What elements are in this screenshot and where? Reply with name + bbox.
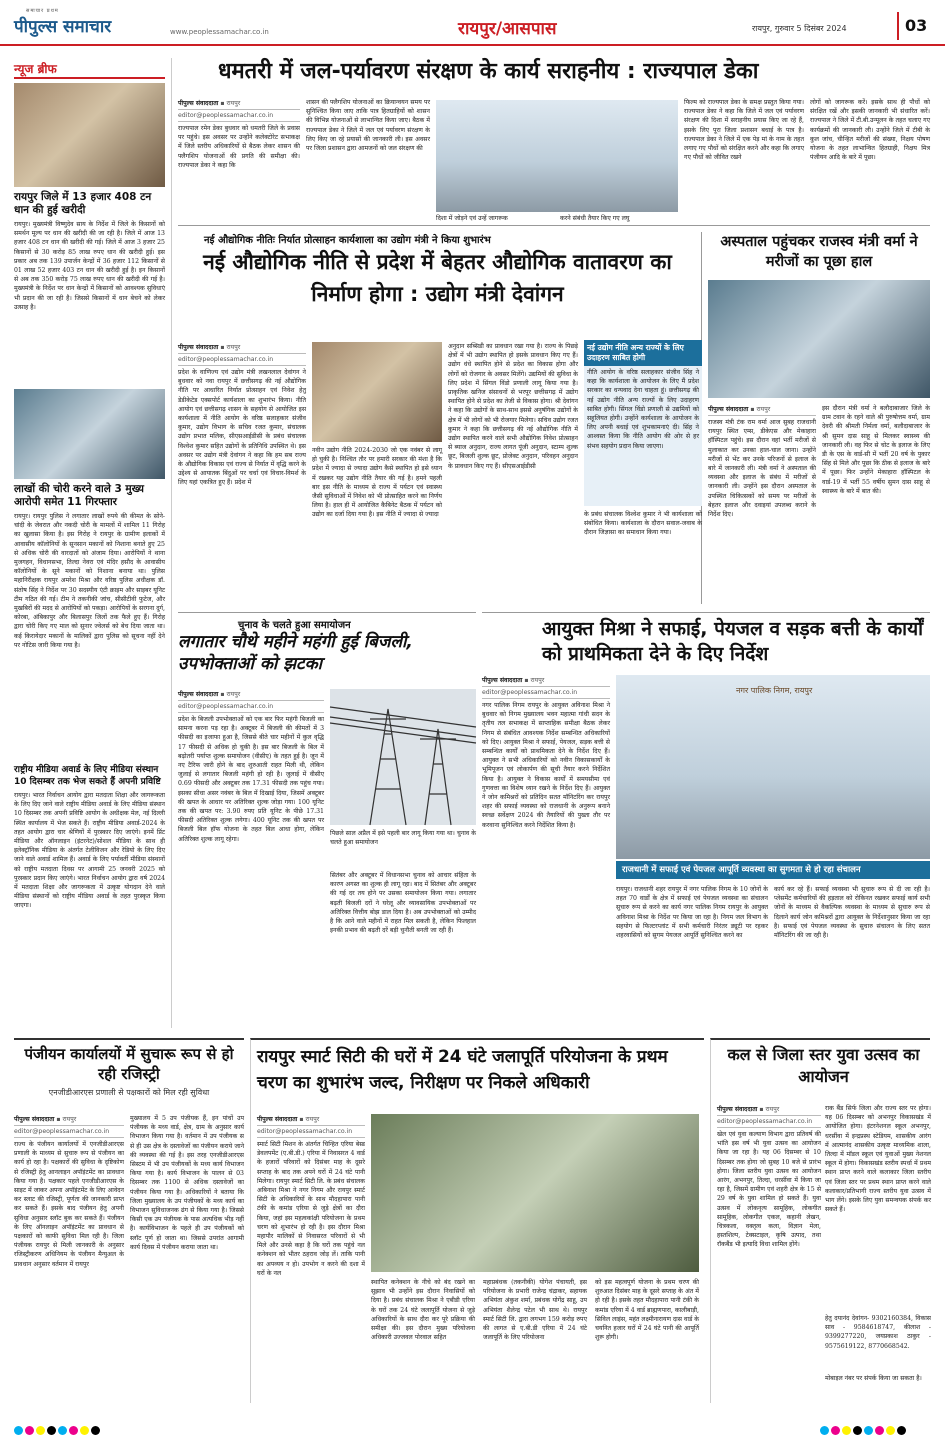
power-col1: प्रदेश के बिजली उपभोक्ताओं को एक बार फिर महंगी बिजली का सामना करना पड़ रहा है। अक्टूबर में बिजली की कीमतों में 3 फीसदी का इजाफा हुआ है, जिससे बीते चार महीनों में कुल वृद्धि 17 फीसदी से अधिक हो चुकी है। इस बार बिजली के बिल में बढ़ोतरी पर्याप्त शुल्क समायोजन (वीसीए) के तहत हुई है। जून में नए टैरिफ जारी होने के बाद शुरुआती राहत मिली थी, लेकिन जुलाई से लगातार बिजली महंगी हो रही है। जुलाई में वीसीए 0.69 फीसदी और अक्टूबर तक 17.31 फीसदी तक पहुंच गया। इसका सीधा असर नवंबर के बिल में दिखाई दिया, जिसमें अक्टूबर की खपत के आधार पर अतिरिक्त शुल्क जोड़ा गया। 100 यूनिट तक की खपत पर: 3.90 रुपए प्रति यूनिट के पीछे 17.31 फीसदी अतिरिक्त शुल्क लगेगा। 400 यूनिट तक की खपत पर बिजली बिल हॉफ योजना के तहत बिल आधा होगा, लेकिन अतिरिक्त शुल्क लागू रहेगा।	[178, 716, 324, 843]
industry-sidebar-body: नीति आयोग के वरिष्ठ सलाहकार संजीव सिंह ने कहा कि कार्यशाला के आयोजन के लिए मैं प्रदेश सरकार का धन्यवाद देना चाहता हूं। छत्तीसगढ़ की नई उद्योग नीति अन्य राज्यों के लिए उदाहरण साबित होगी। सिंगल विंडो प्रणाली से उद्यमियों को सहूलियत होगी। उन्होंने कार्यशाला के आयोजन के लिए अपनी बधाई एवं शुभकामनाएं दी। सिंह ने आश्वस्त किया कि नीति आयोग की ओर से हर संभव सहयोग प्रदान किया जाएगा।	[584, 366, 702, 506]
brief-body-media-award: रायपुर। भारत निर्वाचन आयोग द्वारा मतदाता शिक्षा और जागरूकता के लिए दिए जाने वाले राष्ट्रीय मीडिया अवार्ड के लिए मीडिया संस्थान 10 दिसम्बर तक अपनी प्रविष्टि आयोग के अधीक्षक मेल, नई दिल्ली स्थित कार्यालय में भेज सकते हैं। राष्ट्रीय मीडिया अवार्ड-2024 के तहत आयोग द्वारा चार श्रेणियों में पुरस्कार दिए जाएंगे। इनमें प्रिंट मीडिया और ऑनलाइन (इंटरनेट)/सोशल मीडिया के साथ ही इलेक्ट्रॉनिक मीडिया के अंतर्गत टेलीविजन और रेडियो के लिए दिए जाने वाले अवार्ड शामिल हैं। अवार्ड के लिए पर्यावर्ती मीडिया संस्थानों को राष्ट्रीय मतदाता दिवस पर आगामी 25 जनवरी 2025 को पुरस्कार प्रदान किए जाएंगे। भारत निर्वाचन आयोग द्वारा वर्ष 2024 में मतदाता शिक्षा और जागरूकता में उत्कृष्ट योगदान देने वाले मीडिया संस्थानों को राष्ट्रीय मीडिया अवार्ड के तहत पुरस्कृत किया जाएगा।	[14, 792, 165, 910]
byline: पीपुल्स संवाददाता	[14, 1116, 55, 1123]
power-col2: सितंबर और अक्टूबर में विधानसभा चुनाव को आचार संहिता के कारण अगस्त का शुल्क ही लागू रहा। बाद में सितंबर और अक्टूबर की गई दर तय होने पर उसका समायोजन किया गया। लगातार बढ़ती बिजली दरों ने घरेलू और व्यावसायिक उपभोक्ताओं पर अतिरिक्त वित्तीय बोझ डाल दिया है। अब उपभोक्ताओं को उम्मीद है कि आने वाले महीनों में राहत मिल सकती है, लेकिन फिलहाल इनकी प्रभाव की बढ़ती दरें बड़ी चुनौती बनती जा रही हैं।	[330, 872, 476, 935]
color-dots-left	[14, 1420, 102, 1430]
governor-photo-caption-b: करने संबंधी तैयार किए गए लघु	[560, 215, 630, 222]
governor-col3: फिल्म को राज्यपाल डेका के समक्ष प्रस्तुत किया गया। राज्यपाल डेका ने कहा कि जिले में जल एवं पर्यावरण संरक्षण की दिशा में सराहनीय प्रयास किए जा रहे हैं, इसके लिए पूरा जिला प्रशासन बधाई के पात्र है। राज्यपाल डेका ने जिले में एक पेड़ मां के नाम के तहत लगाए गए पौधों को संरक्षित करने और कहा कि लगाए गए पौधों को जीवित रखने	[684, 99, 804, 162]
brief-headline-paddy: रायपुर जिले में 13 हजार 408 टन धान की हुई खरीदी	[14, 191, 152, 216]
hospital-col2: इस दौरान मंत्री वर्मा ने बलौदाबाजार जिले के ग्राम टवान के रहने वाले श्री पुरुषोत्तम वर्मा, ग्राम देवरी की श्रीमती निर्मला वर्मा, बलौदाबाजार के श्री सुमन दास साहू से मिलकर स्वास्थ्य की जानकारी ली। वह फिर से चोट के इलाज के लिए डी के एस के वार्ड-सी में भर्ती 20 वर्ष के पुकार सिंह से मिले और पूछा कि ठीक से इलाज के बारे में पूछा। फिर उन्होंने मेकाहारा हॉस्पिटल के वार्ड-19 में भर्ती 55 वर्षीय सुमन दास साहू से स्वास्थ्य के बारे में बात की।	[822, 405, 930, 495]
editor-email: editor@peoplessamachar.co.in	[178, 356, 306, 366]
byline: पीपुल्स संवाददाता	[178, 344, 219, 351]
commissioner-story: आयुक्त मिश्रा ने सफाई, पेयजल व सड़क बत्ती के कार्यों को प्राथमिकता देने के दिए निर्देश पीपुल्स संवाददाता ▪ रायपुर editor@peoplessamachar.co.in नगर पालिक निगम रायपुर के आयुक्त अविनाश मिश्रा ने बुधवार को निगम मुख्यालय भवन महात्मा गांधी सदन के तृतीय तल सभाकक्ष में साप्ताहिक समीक्षा बैठक लेकर निगम से संबंधित आवश्यक निर्देश सम्बन्धित अधिकारियों को दिए। आयुक्त मिश्रा ने सफाई, पेयजल, सड़क बत्ती से सम्बन्धित कार्यों को प्राथमिकता देने के निर्देश दिए हैं। आयुक्त ने सभी अधिकारियों को नवीन विकासकार्यों के भूमिपूजन एवं लोकार्पण की सूची तैयार करने निर्देशित किया है। आयुक्त ने विकास कार्यों में समयसीमा एवं गुणवत्ता का विशेष ध्यान रखने के निर्देश दिए हैं। आयुक्त ने जोन कमिश्नरों को प्रतिदिन सतत मॉनिटरिंग कर रायपुर शहर की सफाई व्यवस्था को राजधानी के अनुरूप बनाने स्वच्छ सर्वेक्षण 2024 की तैयारियों की पुख्ता तौर पर करवाना सुनिश्चित करने निर्देशित किया है। नगर पालिक निगम, रायपुर राजधानी में सफाई एवं पेयजल आपूर्ति व्यवस्था का सुगमता से हो रहा संचालन रायपुर। राजधानी शहर रायपुर में नगर पालिक निगम के 10 जोनों के तहत 70 वार्डों के क्षेत्र में सफाई एवं पेयजल व्यवस्था का संचालन सुचारु रूप से करने का कार्य नगर पालिक निगम रायपुर के आयुक्त अविनाश मिश्रा के निर्देश पर किया जा रहा है। निगम जल विभाग के सहयोग से फिल्टरप्लांट में सभी कर्मचारी निरंतर ड्यूटी पर रहकर शहरवासियों को सुगम पेयजल आपूर्ति सुनिश्चित करने का कार्य कर रहे हैं। सफाई व्यवस्था भी सुचारु रूप से दी जा रही है। प्लेसमेंट कर्मचारियों की हड़ताल को रोकिनत रखकर सफाई कार्य सभी जोनों के माध्यम से वैकल्पिक व्यवस्था के माध्यम से सुचारु रूप से दिलाने कार्य जोन कमिश्नरों द्वारा आयुक्त के निर्देशानुसार किया जा रहा है। सफाई एवं पेयजल व्यवस्था के सुचारु संचालन के लिए सतत मॉनिटरिंग की जा रही है।	[482, 612, 930, 1032]
commissioner-col2: रायपुर। राजधानी शहर रायपुर में नगर पालिक निगम के 10 जोनों के तहत 70 वार्डों के क्षेत्र में सफाई एवं पेयजल व्यवस्था का संचालन सुचारु रूप से करने का कार्य नगर पालिक निगम रायपुर के आयुक्त अविनाश मिश्रा के निर्देश पर किया जा रहा है। निगम जल विभाग के सहयोग से फिल्टरप्लांट में सभी कर्मचारी निरंतर ड्यूटी पर रहकर शहरवासियों को सुगम पेयजल आपूर्ति सुनिश्चित करने का	[616, 886, 768, 940]
byline: पीपुल्स संवाददाता	[257, 1116, 298, 1123]
youth-contacts: हेतु दयानंद देवांगन- 9302160384, विकास साव - 9584618747, कीलाश - 9399277220, जयप्रकाश ठाकुर - 9575619122, 8770668542.	[825, 1315, 931, 1350]
registry-kicker: एनजीडीआरएस प्रणाली से पक्षकारों को मिल रही सुविधा	[48, 1088, 210, 1097]
smartcity-col2: स्थापित कनेक्शन के नीचे को बंद रखने का सुझाव भी उन्होंने इस दौरान निवासियों को दिया है। प्रबंध संचालक मिश्रा ने एबीडी एरिया के घरों तक 24 घंटे जलापूर्ति योजना से जुड़े अधिकारियों के साथ दौरा कर पूरे प्रक्रिया की समीक्षा की। इस दौरान मुख्य परियोजना अधिकारी उज्जवल पोरवाल सहित	[371, 1279, 475, 1342]
byline: पीपुल्स संवाददाता	[708, 406, 749, 413]
governor-headline: धमतरी में जल-पर्यावरण संरक्षण के कार्य सराहनीय : राज्यपाल डेका	[218, 59, 759, 84]
hospital-headline: अस्पताल पहुंचकर राजस्व मंत्री वर्मा ने मरीजों का पूछा हाल	[720, 234, 918, 270]
registry-col2: मुख्यालय में 5 उप पंजीयक हैं, इन पांचों उप पंजीयक के मध्य वार्ड, क्षेत्र, ग्राम के अनुसार कार्य विभाजन किया गया है। वर्तमान में उप पंजीयक स से ही उस क्षेत्र के दस्तावेजों का पंजीयन कराये जाने की व्यवस्था की गई है। इस तरह एनजीडीआरएस सिस्टम में भी उप पंजीयकों के मध्य कार्य विभाजन किया गया है। कार्य विभाजन के पालन से 03 दिसम्बर तक 1100 से अधिक दस्तावेजों का पंजीयन किया गया है। अधिकारियों ने बताया कि जिला मुख्यालय के उप पंजीयकों के मध्य कार्य का विभाजन सुविधाजनक ढंग से किया गया है। जिससे किसी एक उप पंजीयक के पास अत्यधिक भीड़ नहीं है। कार्यविभाजन के पहले ही उप पंजीयकों को स्लॉट पूर्ण हो जाता था। जिससे उपरांत आगामी कार्य दिवस में पंजीयन कराया जाता था।	[130, 1115, 244, 1251]
page-number-box	[897, 12, 928, 40]
byline: पीपुल्स संवाददाता	[178, 691, 219, 698]
page-number: 03	[905, 16, 928, 35]
brief-body-theft: रायपुर। रायपुर पुलिस ने लगातार लाखों रुपये की कीमत के सोने-चांदी के जेवरात और नकदी चोरी के मामलों में शामिल 11 गिरोह का खुलासा किया है। इस गिरोह ने रायपुर के ग्रामीण इलाकों में आवासीय कॉलोनियों के सूनसान मकानों को निशाना बनाते हुए 25 से अधिक चोरी की वारदातों को अंजाम दिया। आरोपियों ने थाना मुजगहन, विधानसभा, तिल्दा नेवरा एवं मंदिर हसौद के आवासीय कॉलोनियों के सूने मकानों को निशाना बनाया था। पुलिस महानिरीक्षक रायपुर अमरेश मिश्रा और वरिष्ठ पुलिस अधीक्षक डॉ. संतोष सिंह ने निर्देश पर 30 सदस्यीय एंटी क्राइम और साइबर यूनिट टीम गठित की गई। टीम ने तकनीकी जांच, सीसीटीवी फुटेज, और मुखबिरों की मदद से आरोपियों को पकड़ा। आरोपियों के सरगना दुर्ग, कोरबा, अंबिकापुर और बिलासपुर जिलों तक फैले हुए हैं। गिरोह द्वारा चोरी किए गए माल को सुनार ज्वेलर्स को बेच दिया जाता था। कई किरायेदार मकानों के मालिकों द्वारा पुलिस को सूचना नहीं देने पर नोटिस जारी किया गया है।	[14, 513, 165, 649]
paddy-procurement-photo	[14, 83, 165, 187]
industry-col4b: के प्रबंध संचालक विश्वेश कुमार ने भी कार्यशाला को संबोधित किया। कार्यशाला के दौरान सवाल-जवाब के दौरान जिज्ञासा का समाधान किया गया।	[584, 511, 702, 537]
hospital-visit-photo	[708, 280, 930, 398]
hospital-col1: राजस्व मंत्री टंक राम वर्मा आज सुबह राजधानी रायपुर स्थित एम्स, डीकेएस और मेकाहारा हॉस्पिटल पहुंचे। इस दौरान वहां भर्ती मरीजों से मुलाकात कर उनका हाल-चाल जाना। उन्होंने मरीजों से भेंट कर उनके परिजनों से इलाज के बारे में जानकारी ली। मंत्री वर्मा ने अस्पताल की व्यवस्था और इलाज के संबंध में मरीजों से जानकारी ली। उन्होंने इस दौरान अस्पताल के उपस्थित चिकित्सकों को समय पर मरीजों के बेहतर इलाज और दवाइयां उपलब्ध कराने के निर्देश दिए।	[708, 419, 816, 519]
industry-kicker: नई औद्योगिक नीतिः निर्यात प्रोत्साहन कार्यशाला का उद्योग मंत्री ने किया शुभारंभ	[204, 235, 491, 246]
issue-date: रायपुर, गुरुवार 5 दिसंबर 2024	[752, 24, 847, 33]
industry-col3: अनुदान सब्सिडी का प्रावधान रखा गया है। राज्य के पिछड़े क्षेत्रों में भी उद्योग स्थापित हो इसके प्रावधान किए गए हैं। उद्योग धंधे स्थापित होने से प्रदेश का विकास होगा और लोगों को रोजगार के अवसर मिलेंगे। उद्यमियों की सुविधा के लिए प्रदेश में सिंगल विंडो प्रणाली लागू किया गया है। प्राकृतिक खनिज संसाधनों से भरपूर छत्तीसगढ़ में उद्योग स्थापित होने से प्रदेश का तेजी से विकास होगा। श्री देवांगन ने कहा कि उद्योगों के साथ-साथ इससे अनुषंगिक उद्योगों के क्षेत्र में भी लोगों को भी रोजगार मिलेगा। सचिव उद्योग रजत कुमार ने कहा कि छत्तीसगढ़ की नई औद्योगिक नीति में उद्योग स्थापित करने वाले सभी औद्योगिक निवेश प्रोत्साहन से ब्याज अनुदान, राज्य लागत पूंजी अनुदान, स्टाम्प शुल्क छूट, बिजली शुल्क छूट, प्रोजेक्ट अनुदान, परिवहन अनुदान के प्रावधान किए गए हैं। सीएसआईडीसी	[448, 343, 578, 470]
industry-story: नई औद्योगिक नीतिः निर्यात प्रोत्साहन कार्यशाला का उद्योग मंत्री ने किया शुभारंभ नई औद्योगिक नीति से प्रदेश में बेहतर औद्योगिक वातावरण का निर्माण होगा : उद्योग मंत्री देवांगन पीपुल्स संवाददाता ▪ रायपुर editor@peoplessamachar.co.in प्रदेश के वाणिज्य एवं उद्योग मंत्री लखनलाल देवांगन ने बुधवार को नवा रायपुर में छत्तीसगढ़ की नई औद्योगिक नीति पर आधारित निर्यात प्रोत्साहन एवं निवेश हेतु डेडीकेटेड एक्सपोर्ट कार्यशाला का शुभारंभ किया। नीति आयोग एवं छत्तीसगढ़ शासन के सहयोग से आयोजित इस कार्यशाला में नीति आयोग के वरिष्ठ सलाहकार संजीव कुमार, उद्योग विभाग के सचिव रजत कुमार, संचालक उद्योग प्रभात मलिक, सीएसआईडीसी के प्रबंध संचालक विश्वेश कुमार सहित उद्योगों के प्रतिनिधि उपस्थित थे। इस अवसर पर उद्योग मंत्री देवांगन ने कहा कि हम सब राज्य के औद्योगिक विकास एवं राज्य से निर्यात में वृद्धि करने के उद्देश्य से आयातक बिंदुओं पर चर्चा एवं विचार-विमर्श के लिए यहां एकत्रित हुए हैं। प्रदेश में नवीन उद्योग नीति 2024-2030 जो एक नवंबर से लागू हो चुकी है। निश्चित तौर पर हमारी सरकार की मंशा है कि प्रदेश में ज्यादा से ज्यादा उद्योग कैसे स्थापित हो इसे ध्यान में रखकर यह उद्योग नीति तैयार की गई है। हमने पहली बार इस नीति के माध्यम से राज्य में पर्यटन एवं स्वास्थ्य जैसी सुविधाओं में निवेश को भी प्रोत्साहित करने का निर्णय लिया है। हाल ही में आयोजित कैबिनेट बैठक में पर्यटन को उद्योग का दर्जा दिया गया है। इस नीति में ज्यादा से ज्यादा अनुदान सब्सिडी का प्रावधान रखा गया है। राज्य के पिछड़े क्षेत्रों में भी उद्योग स्थापित हो इसके प्रावधान किए गए हैं। उद्योग धंधे स्थापित होने से प्रदेश का विकास होगा और लोगों को रोजगार के अवसर मिलेंगे। उद्यमियों की सुविधा के लिए प्रदेश में सिंगल विंडो प्रणाली लागू किया गया है। प्राकृतिक खनिज संसाधनों से भरपूर छत्तीसगढ़ में उद्योग स्थापित होने से प्रदेश का तेजी से विकास होगा। श्री देवांगन ने कहा कि उद्योगों के साथ-साथ इससे अनुषंगिक उद्योगों के क्षेत्र में भी लोगों को भी रोजगार मिलेगा। सचिव उद्योग रजत कुमार ने कहा कि छत्तीसगढ़ की नई औद्योगिक नीति में उद्योग स्थापित करने वाले सभी औद्योगिक निवेश प्रोत्साहन से ब्याज अनुदान, राज्य लागत पूंजी अनुदान, स्टाम्प शुल्क छूट, बिजली शुल्क छूट, प्रोजेक्ट अनुदान, परिवहन अनुदान के प्रावधान किए गए हैं। सीएसआईडीसी नई उद्योग नीति अन्य राज्यों के लिए उदाहरण साबित होगी नीति आयोग के वरिष्ठ सलाहकार संजीव सिंह ने कहा कि कार्यशाला के आयोजन के लिए मैं प्रदेश सरकार का धन्यवाद देना चाहता हूं। छत्तीसगढ़ की नई उद्योग नीति अन्य राज्यों के लिए उदाहरण साबित होगी। सिंगल विंडो प्रणाली से उद्यमियों को सहूलियत होगी। उन्होंने कार्यशाला के आयोजन के लिए अपनी बधाई एवं शुभकामनाएं दी। सिंह ने आश्वस्त किया कि नीति आयोग की ओर से हर संभव सहयोग प्रदान किया जाएगा। के प्रबंध संचालक विश्वेश कुमार ने भी कार्यशाला को संबोधित किया। कार्यशाला के दौरान सवाल-जवाब के दौरान जिज्ञासा का समाधान किया गया।	[178, 232, 702, 604]
youth-contacts-tail: मोबाइल नंबर पर संपर्क किया जा सकता है।	[825, 1375, 922, 1382]
byline-city: रायपुर	[226, 344, 241, 351]
masthead-logo: समाचार प्रथम पीपुल्स समाचार	[14, 8, 112, 37]
commissioner-headline: आयुक्त मिश्रा ने सफाई, पेयजल व सड़क बत्ती के कार्यों को प्राथमिकता देने के दिए निर्देश	[542, 618, 924, 665]
youth-headline: कल से जिला स्तर युवा उत्सव का आयोजन	[727, 1045, 920, 1086]
byline: पीपुल्स संवाददाता	[178, 100, 219, 107]
youth-story: कल से जिला स्तर युवा उत्सव का आयोजन पीपुल्स संवाददाता ▪ रायपुर editor@peoplessamachar.co.in खेल एवं युवा कल्याण विभाग द्वारा प्रतिवर्ष की भांति इस वर्ष भी युवा उत्सव का आयोजन किया जा रहा है। यह 06 दिसम्बर से 10 दिसम्बर तक होगा जो सुबह 10 बजे से प्रारंभ होगा। जिला स्तरीय युवा उत्सव का आयोजन आरंग, अभनपुर, तिल्दा, धरसींवा में किया जा रहा है, जिसमें ग्रामीण एवं शहरी क्षेत्र के 15 से 29 वर्ष के युवा शामिल हो सकते हैं। युवा उत्सव में लोकनृत्य सामूहिक, लोकगीत सामूहिक, लोकगीत एकल, कहानी लेखन, चित्रकला, वक्तृत्व कला, विज्ञान मेला, हस्तशिल्प, टेक्सटाइल, कृषि उत्पाद, तथा रॉकबैंड भी इत्यादि विधा शामिल होंगे। राक बैंड सिर्फ जिला और राज्य स्तर पर होगा। यह 06 दिसम्बर को अभनपुर विकासखंड में आयोजित होगा। इंटरनेशनल स्कूल अभनपुर, धरसींवा में इन्द्रप्रस्थ स्टेडियम, शासकीय आरंग में आत्मानंद शासकीय उत्कृष्ट माध्यमिक शाला, तिल्दा में मॉडल स्कूल एवं युवाओं मुख्य नेशनल स्कूल में होगा। विकासखंड स्तरीय स्पर्धा में प्रथम स्थान प्राप्त करने वाले कलाकार जिला स्तरीय एवं जिला स्तर पर प्रथम स्थान प्राप्त करने वाले कलाकार/प्रतिभागी राज्य स्तरीय युवा उत्सव में भाग लेंगे। इसके लिए युवा समन्वयक संपर्क कर सकते हैं। हेतु दयानंद देवांगन- 9302160384, विकास साव - 9584618747, कीलाश - 9399277220, जयप्रकाश ठाकुर - 9575619122, 8770668542. मोबाइल नंबर पर संपर्क किया जा सकता है।	[710, 1038, 930, 1403]
editor-email: editor@peoplessamachar.co.in	[14, 1128, 124, 1138]
youth-col1: खेल एवं युवा कल्याण विभाग द्वारा प्रतिवर्ष की भांति इस वर्ष भी युवा उत्सव का आयोजन किया जा रहा है। यह 06 दिसम्बर से 10 दिसम्बर तक होगा जो सुबह 10 बजे से प्रारंभ होगा। जिला स्तरीय युवा उत्सव का आयोजन आरंग, अभनपुर, तिल्दा, धरसींवा में किया जा रहा है, जिसमें ग्रामीण एवं शहरी क्षेत्र के 15 से 29 वर्ष के युवा शामिल हो सकते हैं। युवा उत्सव में लोकनृत्य सामूहिक, लोकगीत सामूहिक, लोकगीत एकल, कहानी लेखन, चित्रकला, वक्तृत्व कला, विज्ञान मेला, हस्तशिल्प, टेक्सटाइल, कृषि उत्पाद, तथा रॉकबैंड भी इत्यादि विधा शामिल होंगे।	[717, 1131, 821, 1249]
smartcity-col3: महाप्रबंधक (तकनीकी) योगेश पंचायती, इस परियोजना के प्रभारी राजेन्द्र चंद्राकर, सहायक अभियंता अंकुश शर्मा, प्रबंधक योगेंद्र साहू, उप अभियंता शैलेन्द्र पटेल भी साथ थे। रायपुर स्मार्ट सिटी लि. द्वारा लगभग 159 करोड़ रुपए की लागत से ए.बी.डी एरिया में 24 घंटे जलापूर्ति के लिए परियोजना	[483, 1279, 587, 1342]
news-brief-column	[14, 58, 172, 1028]
byline: पीपुल्स संवाददाता	[717, 1106, 758, 1113]
smartcity-story: रायपुर स्मार्ट सिटी की घरों में 24 घंटे जलापूर्ति परियोजना के प्रथम चरण का शुभारंभ जल्द, निरीक्षण पर निकले अधिकारी पीपुल्स संवाददाता ▪ रायपुर editor@peoplessamachar.co.in स्मार्ट सिटी मिशन के अंतर्गत चिन्हित एरिया बेस्ड डेवलपमेंट (ए.बी.डी.) एरिया में निवासरत 4 वार्ड के हजारों परिवारों को दिसंबर माह के दूसरे सप्ताह के बाद तक अपने घरों में 24 घंटे पानी मिलेगा। रायपुर स्मार्ट सिटी लि. के प्रबंध संचालक अबिनाश मिश्रा ने नगर निगम और रायपुर स्मार्ट सिटी के अधिकारियों के साथ मौदहापारा पानी टंकी के कमांड एरिया से जुड़े क्षेत्रों का दौरा किया, जहां इस महत्वकांक्षी परियोजना के प्रथम चरण को शुभारंभ हो रही है। इस दौरान मिश्रा महापौर मालिकों से निवासरत परिवारों से भी मिले और उनसे कहा है कि घरों तक पहुंचे नल कनेक्शन को भीतर ठहराव जोड़ लें। ताकि पानी का अपव्यय न हो। उपभोग न करने की दशा में घरों के नल स्थापित कनेक्शन के नीचे को बंद रखने का सुझाव भी उन्होंने इस दौरान निवासियों को दिया है। प्रबंध संचालक मिश्रा ने एबीडी एरिया के घरों तक 24 घंटे जलापूर्ति योजना से जुड़े अधिकारियों के साथ दौरा कर पूरे प्रक्रिया की समीक्षा की। इस दौरान मुख्य परियोजना अधिकारी उज्जवल पोरवाल सहित महाप्रबंधक (तकनीकी) योगेश पंचायती, इस परियोजना के प्रभारी राजेन्द्र चंद्राकर, सहायक अभियंता अंकुश शर्मा, प्रबंधक योगेंद्र साहू, उप अभियंता शैलेन्द्र पटेल भी साथ थे। रायपुर स्मार्ट सिटी लि. द्वारा लगभग 159 करोड़ रुपए की लागत से ए.बी.डी एरिया में 24 घंटे जलापूर्ति के लिए परियोजना को इस महत्वपूर्ण योजना के प्रथम चरण की शुरुआत दिसंबर माह के दूसरे सप्ताह के अंत में हो रही है। इसके तहत मौदहापारा पानी टंकी के कमांड एरिया में 4 वार्ड ब्राह्मणपारा, कालीबाड़ी, सिविल लाइंस, महंत लक्ष्मीनारायण दास वार्ड के चयनित हजार घरों में 24 घंटे पानी की आपूर्ति शुरू होगी।	[250, 1038, 704, 1403]
page-header	[0, 0, 945, 46]
power-photo-caption: पिछले साल अप्रैल में इसे पहली बार लागू किया गया था। चुनाव के चलते हुआ समायोजन	[330, 830, 476, 847]
byline-city: रायपुर	[305, 1116, 320, 1123]
power-tower-photo	[330, 689, 476, 825]
governor-story: धमतरी में जल-पर्यावरण संरक्षण के कार्य सराहनीय : राज्यपाल डेका पीपुल्स संवाददाता ▪ रायपुर editor@peoplessamachar.co.in राज्यपाल रमेन डेका बुधवार को धमतरी जिले के प्रवास पर पहुंचे। इस अवसर पर उन्होंने कलेक्टोरेट सभाकक्ष में जिले स्तरीय अधिकारियों से बैठक लेकर शासन की फ्लैगशिप योजनाओं की प्रगति की समीक्षा की। राज्यपाल डेका ने कहा कि शासन की फ्लैगशिप योजनाओं का क्रियान्वयन समय पर सुनिश्चित किया जाए ताकि पात्र हितग्राहियों को शासन की विभिन्न योजनाओं से लाभान्वित किया जाए। बैठक में राज्यपाल डेका ने जिले में जल एवं पर्यावरण संरक्षण के लिए किए जा रहे प्रयासों की जानकारी ली। इस अवसर पर जिला प्रशासन द्वारा आमजनों को जल संरक्षण की दिशा में जोड़ने एवं उन्हें जागरूक करने संबंधी तैयार किए गए लघु फिल्म को राज्यपाल डेका के समक्ष प्रस्तुत किया गया। राज्यपाल डेका ने कहा कि जिले में जल एवं पर्यावरण संरक्षण की दिशा में सराहनीय प्रयास किए जा रहे हैं, इसके लिए पूरा जिला प्रशासन बधाई के पात्र है। राज्यपाल डेका ने जिले में एक पेड़ मां के नाम के तहत लगाए गए पौधों को संरक्षित करने और कहा कि लगाए गए पौधों को जीवित रखने लोगों को जागरूक करें। इसके साथ ही पौधों को संरक्षित रखें और इसकी जानकारी भी संधारित करें। राज्यपाल ने जिले में टी.बी.उन्मूलन के तहत चलाए गए कार्यक्रमों की जानकारी ली। उन्होंने जिले में टीबी के कुल जांच, चीन्हित मरीजों की संख्या, निक्षय पोषण योजना के तहत लाभान्वित हितग्राही, निक्षय मित्र पंजीयन आदि के बारे में पूछा।	[178, 58, 930, 226]
industry-col1: प्रदेश के वाणिज्य एवं उद्योग मंत्री लखनलाल देवांगन ने बुधवार को नवा रायपुर में छत्तीसगढ़ की नई औद्योगिक नीति पर आधारित निर्यात प्रोत्साहन एवं निवेश हेतु डेडीकेटेड एक्सपोर्ट कार्यशाला का शुभारंभ किया। नीति आयोग एवं छत्तीसगढ़ शासन के सहयोग से आयोजित इस कार्यशाला में नीति आयोग के वरिष्ठ सलाहकार संजीव कुमार, उद्योग विभाग के सचिव रजत कुमार, संचालक उद्योग प्रभात मलिक, सीएसआईडीसी के प्रबंध संचालक विश्वेश कुमार सहित उद्योगों के प्रतिनिधि उपस्थित थे। इस अवसर पर उद्योग मंत्री देवांगन ने कहा कि हम सब राज्य के औद्योगिक विकास एवं राज्य से निर्यात में वृद्धि करने के उद्देश्य से आयातक बिंदुओं पर चर्चा एवं विचार-विमर्श के लिए यहां एकत्रित हुए हैं। प्रदेश में	[178, 369, 306, 487]
industry-headline: नई औद्योगिक नीति से प्रदेश में बेहतर औद्योगिक वातावरण का निर्माण होगा : उद्योग मंत्री देवांगन	[203, 250, 672, 306]
editor-email: editor@peoplessamachar.co.in	[482, 689, 610, 699]
news-brief-label: न्यूज ब्रीफ	[14, 62, 57, 76]
registry-headline: पंजीयन कार्यालयों में सुचारू रूप से हो रही रजिस्ट्री	[24, 1045, 234, 1083]
byline-city: रायपुर	[62, 1116, 77, 1123]
registry-story: पंजीयन कार्यालयों में सुचारू रूप से हो रही रजिस्ट्री एनजीडीआरएस प्रणाली से पक्षकारों को मिल रही सुविधा पीपुल्स संवाददाता ▪ रायपुर editor@peoplessamachar.co.in राज्य के पंजीयन कार्यालयों में एनजीडीआरएस प्रणाली के माध्यम से सुचारु रूप से पंजीयन का कार्य हो रहा है। पक्षकारों की सुविधा के दृष्टिकोण से रजिस्ट्री हेतु आनलाइन अपॉइंटमेंट का प्रावधान किया गया है। पक्षकार पहले एनजीडीआरएस के साइट में जाकर अपना अपॉइंटमेंट के लिए आवेदन कर स्लाट की रजिस्ट्री, पूर्णता की जानकारी प्राप्त कर सकते हैं। इसके बाद पंजीयन हेतु अपनी सुविधा अनुसार स्लॉट बुक कर सकते हैं। पंजीयन के लिए ऑनलाइन अपॉइंटमेंट का प्रावधान से पक्षकारों को काफी सुविधा मिल रही है। जिला पंजीयक रायपुर से मिली जानकारी के अनुसार रजिस्ट्रीकरण अधिनियम के पंजीयन मैन्युअल के प्रावधान अनुसार वर्तमान में रायपुर मुख्यालय में 5 उप पंजीयक हैं, इन पांचों उप पंजीयक के मध्य वार्ड, क्षेत्र, ग्राम के अनुसार कार्य विभाजन किया गया है। वर्तमान में उप पंजीयक स से ही उस क्षेत्र के दस्तावेजों का पंजीयन कराये जाने की व्यवस्था की गई है। इस तरह एनजीडीआरएस सिस्टम में भी उप पंजीयकों के मध्य कार्य विभाजन किया गया है। कार्य विभाजन के पालन से 03 दिसम्बर तक 1100 से अधिक दस्तावेजों का पंजीयन किया गया है। अधिकारियों ने बताया कि जिला मुख्यालय के उप पंजीयकों के मध्य कार्य का विभाजन सुविधाजनक ढंग से किया गया है। जिससे किसी एक उप पंजीयक के पास अत्यधिक भीड़ नहीं है। कार्यविभाजन के पहले ही उप पंजीयकों को स्लॉट पूर्ण हो जाता था। जिससे उपरांत आगामी कार्य दिवस में पंजीयन कराया जाता था।	[14, 1038, 244, 1403]
byline-city: रायपुर	[226, 100, 241, 107]
industry-photo-caption: नवीन उद्योग नीति 2024-2030 जो एक नवंबर से लागू हो चुकी है। निश्चित तौर पर हमारी सरकार की मंशा है कि प्रदेश में ज्यादा से ज्यादा उद्योग कैसे स्थापित हो इसे ध्यान में रखकर यह उद्योग नीति तैयार की गई है। हमने पहली बार इस नीति के माध्यम से राज्य में पर्यटन एवं स्वास्थ्य जैसी सुविधाओं में निवेश को भी प्रोत्साहित करने का निर्णय लिया है। हाल ही में आयोजित कैबिनेट बैठक में पर्यटन को उद्योग का दर्जा दिया गया है। इस नीति में ज्यादा से ज्यादा	[312, 447, 442, 519]
byline-city: रायपुर	[765, 1106, 780, 1113]
print-registration-bar	[0, 1410, 945, 1445]
commissioner-col3: कार्य कर रहे हैं। सफाई व्यवस्था भी सुचारु रूप से दी जा रही है। प्लेसमेंट कर्मचारियों की हड़ताल को रोकिनत रखकर सफाई कार्य सभी जोनों के माध्यम से वैकल्पिक व्यवस्था के माध्यम से सुचारु रूप से दिलाने कार्य जोन कमिश्नरों द्वारा आयुक्त के निर्देशानुसार किया जा रहा है। सफाई एवं पेयजल व्यवस्था के सुचारु संचालन के लिए सतत मॉनिटरिंग की जा रही है।	[774, 886, 930, 940]
governor-col4: लोगों को जागरूक करें। इसके साथ ही पौधों को संरक्षित रखें और इसकी जानकारी भी संधारित करें। राज्यपाल ने जिले में टी.बी.उन्मूलन के तहत चलाए गए कार्यक्रमों की जानकारी ली। उन्होंने जिले में टीबी के कुल जांच, चीन्हित मरीजों की संख्या, निक्षय पोषण योजना के तहत लाभान्वित हितग्राही, निक्षय मित्र पंजीयन आदि के बारे में पूछा।	[810, 99, 930, 162]
smartcity-col4: को इस महत्वपूर्ण योजना के प्रथम चरण की शुरुआत दिसंबर माह के दूसरे सप्ताह के अंत में हो रही है। इसके तहत मौदहापारा पानी टंकी के कमांड एरिया में 4 वार्ड ब्राह्मणपारा, कालीबाड़ी, सिविल लाइंस, महंत लक्ष्मीनारायण दास वार्ड के चयनित हजार घरों में 24 घंटे पानी की आपूर्ति शुरू होगी।	[595, 1279, 699, 1342]
governor-col1: राज्यपाल रमेन डेका बुधवार को धमतरी जिले के प्रवास पर पहुंचे। इस अवसर पर उन्होंने कलेक्टोरेट सभाकक्ष में जिले स्तरीय अधिकारियों से बैठक लेकर शासन की फ्लैगशिप योजनाओं की प्रगति की समीक्षा की। राज्यपाल डेका ने कहा कि	[178, 125, 300, 169]
color-dots-right	[820, 1420, 908, 1430]
governor-meeting-photo	[436, 100, 678, 212]
byline: पीपुल्स संवाददाता	[482, 677, 523, 684]
website-url: www.peoplessamachar.co.in	[170, 28, 269, 36]
smartcity-col1: स्मार्ट सिटी मिशन के अंतर्गत चिन्हित एरिया बेस्ड डेवलपमेंट (ए.बी.डी.) एरिया में निवासरत 4 वार्ड के हजारों परिवारों को दिसंबर माह के दूसरे सप्ताह के बाद तक अपने घरों में 24 घंटे पानी मिलेगा। रायपुर स्मार्ट सिटी लि. के प्रबंध संचालक अबिनाश मिश्रा ने नगर निगम और रायपुर स्मार्ट सिटी के अधिकारियों के साथ मौदहापारा पानी टंकी के कमांड एरिया से जुड़े क्षेत्रों का दौरा किया, जहां इस महत्वकांक्षी परियोजना के प्रथम चरण को शुभारंभ हो रही है। इस दौरान मिश्रा महापौर मालिकों से निवासरत परिवारों से भी मिले और उनसे कहा है कि घरों तक पहुंचे नल कनेक्शन को भीतर ठहराव जोड़ लें। ताकि पानी का अपव्यय न हो। उपभोग न करने की दशा में घरों के नल	[257, 1141, 365, 1277]
brief-headline-media-award: राष्ट्रीय मीडिया अवार्ड के लिए मीडिया संस्थान 10 दिसम्बर तक भेज सकते हैं अपनी प्रविष्टि	[14, 765, 161, 787]
byline-city: रायपुर	[226, 691, 241, 698]
editor-email: editor@peoplessamachar.co.in	[178, 703, 324, 713]
editor-email: editor@peoplessamachar.co.in	[178, 112, 300, 122]
smartcity-headline: रायपुर स्मार्ट सिटी की घरों में 24 घंटे जलापूर्ति परियोजना के प्रथम चरण का शुभारंभ जल्द, निरीक्षण पर निकले अधिकारी	[257, 1047, 668, 1093]
photo-banner-text: नगर पालिक निगम, रायपुर	[736, 686, 813, 695]
power-story: चुनाव के चलते हुआ समायोजन लगातार चौथे महीने महंगी हुई बिजली, उपभोक्ताओं को झटका पीपुल्स संवाददाता ▪ रायपुर editor@peoplessamachar.co.in प्रदेश के बिजली उपभोक्ताओं को एक बार फिर महंगी बिजली का सामना करना पड़ रहा है। अक्टूबर में बिजली की कीमतों में 3 फीसदी का इजाफा हुआ है, जिससे बीते चार महीनों में कुल वृद्धि 17 फीसदी से अधिक हो चुकी है। इस बार बिजली के बिल में बढ़ोतरी पर्याप्त शुल्क समायोजन (वीसीए) के तहत हुई है। जून में नए टैरिफ जारी होने के बाद शुरुआती राहत मिली थी, लेकिन जुलाई से लगातार बिजली महंगी हो रही है। जुलाई में वीसीए 0.69 फीसदी और अक्टूबर तक 17.31 फीसदी तक पहुंच गया। इसका सीधा असर नवंबर के बिल में दिखाई दिया, जिसमें अक्टूबर की खपत के आधार पर अतिरिक्त शुल्क जोड़ा गया। 100 यूनिट तक की खपत पर: 3.90 रुपए प्रति यूनिट के पीछे 17.31 फीसदी अतिरिक्त शुल्क लगेगा। 400 यूनिट तक की खपत पर बिजली बिल हॉफ योजना के तहत बिल आधा होगा, लेकिन अतिरिक्त शुल्क लागू रहेगा। पिछले साल अप्रैल में इसे पहली बार लागू किया गया था। चुनाव के चलते हुआ समायोजन सितंबर और अक्टूबर में विधानसभा चुनाव को आचार संहिता के कारण अगस्त का शुल्क ही लागू रहा। बाद में सितंबर और अक्टूबर की गई दर तय होने पर उसका समायोजन किया गया। लगातार बढ़ती बिजली दरों ने घरेलू और व्यावसायिक उपभोक्ताओं पर अतिरिक्त वित्तीय बोझ डाल दिया है। अब उपभोक्ताओं को उम्मीद है कि आने वाले महीनों में राहत मिल सकती है, लेकिन फिलहाल इनकी प्रभाव की बढ़ती दरें बड़ी चुनौती बनती जा रही हैं।	[178, 612, 476, 1032]
editor-email: editor@peoplessamachar.co.in	[717, 1118, 821, 1128]
byline-city: रायपुर	[530, 677, 545, 684]
commissioner-photo-caption: राजधानी में सफाई एवं पेयजल आपूर्ति व्यवस्था का सुगमता से हो रहा संचालन	[616, 861, 930, 879]
commissioner-meeting-photo	[616, 675, 930, 859]
youth-col2: राक बैंड सिर्फ जिला और राज्य स्तर पर होगा। यह 06 दिसम्बर को अभनपुर विकासखंड में आयोजित होगा। इंटरनेशनल स्कूल अभनपुर, धरसींवा में इन्द्रप्रस्थ स्टेडियम, शासकीय आरंग में आत्मानंद शासकीय उत्कृष्ट माध्यमिक शाला, तिल्दा में मॉडल स्कूल एवं युवाओं मुख्य नेशनल स्कूल में होगा। विकासखंड स्तरीय स्पर्धा में प्रथम स्थान प्राप्त करने वाले कलाकार जिला स्तरीय एवं जिला स्तर पर प्रथम स्थान प्राप्त करने वाले कलाकार/प्रतिभागी राज्य स्तरीय युवा उत्सव में भाग लेंगे। इसके लिए युवा समन्वयक संपर्क कर सकते हैं।	[825, 1105, 931, 1214]
industry-sidebar-title: नई उद्योग नीति अन्य राज्यों के लिए उदाहरण साबित होगी	[584, 340, 702, 366]
power-kicker: चुनाव के चलते हुआ समायोजन	[238, 620, 351, 631]
governor-col2: शासन की फ्लैगशिप योजनाओं का क्रियान्वयन समय पर सुनिश्चित किया जाए ताकि पात्र हितग्राहियों को शासन की विभिन्न योजनाओं से लाभान्वित किया जाए। बैठक में राज्यपाल डेका ने जिले में जल एवं पर्यावरण संरक्षण के लिए किए जा रहे प्रयासों की जानकारी ली। इस अवसर पर जिला प्रशासन द्वारा आमजनों को जल संरक्षण की	[306, 99, 430, 153]
byline-city: रायपुर	[756, 406, 771, 413]
hospital-story: अस्पताल पहुंचकर राजस्व मंत्री वर्मा ने मरीजों का पूछा हाल पीपुल्स संवाददाता ▪ रायपुर राजस्व मंत्री टंक राम वर्मा आज सुबह राजधानी रायपुर स्थित एम्स, डीकेएस और मेकाहारा हॉस्पिटल पहुंचे। इस दौरान वहां भर्ती मरीजों से मुलाकात कर उनका हाल-चाल जाना। उन्होंने मरीजों से भेंट कर उनके परिजनों से इलाज के बारे में जानकारी ली। मंत्री वर्मा ने अस्पताल की व्यवस्था और इलाज के संबंध में मरीजों से जानकारी ली। उन्होंने इस दौरान अस्पताल के उपस्थित चिकित्सकों को समय पर मरीजों के बेहतर इलाज और दवाइयां उपलब्ध कराने के निर्देश दिए। इस दौरान मंत्री वर्मा ने बलौदाबाजार जिले के ग्राम टवान के रहने वाले श्री पुरुषोत्तम वर्मा, ग्राम देवरी की श्रीमती निर्मला वर्मा, बलौदाबाजार के श्री सुमन दास साहू से मिलकर स्वास्थ्य की जानकारी ली। वह फिर से चोट के इलाज के लिए डी के एस के वार्ड-सी में भर्ती 20 वर्ष के पुकार सिंह से मिले और पूछा कि ठीक से इलाज के बारे में पूछा। फिर उन्होंने मेकाहारा हॉस्पिटल के वार्ड-19 में भर्ती 55 वर्षीय सुमन दास साहू से स्वास्थ्य के बारे में बात की।	[708, 232, 930, 604]
logo-text: पीपुल्स समाचार	[14, 17, 112, 37]
commissioner-col1: नगर पालिक निगम रायपुर के आयुक्त अविनाश मिश्रा ने बुधवार को निगम मुख्यालय भवन महात्मा गांधी सदन के तृतीय तल सभाकक्ष में साप्ताहिक समीक्षा बैठक लेकर निगम से संबंधित आवश्यक निर्देश सम्बन्धित अधिकारियों को दिए। आयुक्त मिश्रा ने सफाई, पेयजल, सड़क बत्ती से सम्बन्धित कार्यों को प्राथमिकता देने के निर्देश दिए हैं। आयुक्त ने सभी अधिकारियों को नवीन विकासकार्यों के भूमिपूजन एवं लोकार्पण की सूची तैयार करने निर्देशित किया है। आयुक्त ने विकास कार्यों में समयसीमा एवं गुणवत्ता का विशेष ध्यान रखने के निर्देश दिए हैं। आयुक्त ने जोन कमिश्नरों को प्रतिदिन सतत मॉनिटरिंग कर रायपुर शहर की सफाई व्यवस्था को राजधानी के अनुरूप बनाने स्वच्छ सर्वेक्षण 2024 की तैयारियों की पुख्ता तौर पर करवाना सुनिश्चित करने निर्देशित किया है।	[482, 702, 610, 829]
registry-col1: राज्य के पंजीयन कार्यालयों में एनजीडीआरएस प्रणाली के माध्यम से सुचारु रूप से पंजीयन का कार्य हो रहा है। पक्षकारों की सुविधा के दृष्टिकोण से रजिस्ट्री हेतु आनलाइन अपॉइंटमेंट का प्रावधान किया गया है। पक्षकार पहले एनजीडीआरएस के साइट में जाकर अपना अपॉइंटमेंट के लिए आवेदन कर स्लाट की रजिस्ट्री, पूर्णता की जानकारी प्राप्त कर सकते हैं। इसके बाद पंजीयन हेतु अपनी सुविधा अनुसार स्लॉट बुक कर सकते हैं। पंजीयन के लिए ऑनलाइन अपॉइंटमेंट का प्रावधान से पक्षकारों को काफी सुविधा मिल रही है। जिला पंजीयक रायपुर से मिली जानकारी के अनुसार रजिस्ट्रीकरण अधिनियम के पंजीयन मैन्युअल के प्रावधान अनुसार वर्तमान में रायपुर	[14, 1141, 124, 1268]
brief-body-paddy: रायपुर। मुख्यमंत्री विष्णुदेव साय के निर्देश में जिले के किसानों को समर्थन मूल्य पर धान की खरीदी की जा रही है। जिले में आज 13 हजार 408 टन धान की खरीदी की गई। जिले में आज 3 हजार 25 किसानों से 30 करोड़ 85 लाख रुपए धान की खरीदी हुई। इस प्रकार अब तक 139 उपार्जन केन्द्रों में 36 हजार 112 किसानों से 01 लाख 52 हजार 403 टन धान की खरीदी हुई है। इन किसानों से अब तक 350 करोड़ 75 लाख रुपए धान की खरीदी की गई है। मुख्यमंत्री के निर्देश पर धान केन्द्रों में किसानों को आवश्यक सुविधाएं भी प्रदान की जा रही है। जिससे किसानों में धान बेचने को लेकर उत्साह है।	[14, 221, 165, 311]
arrested-accused-photo	[14, 389, 165, 479]
section-title: रायपुर/आसपास	[458, 19, 557, 39]
editor-email: editor@peoplessamachar.co.in	[257, 1128, 365, 1138]
brief-headline-theft: लाखों की चोरी करने वाले 3 मुख्य आरोपी समेत 11 गिरफ्तार	[14, 483, 144, 508]
governor-photo-caption-a: दिशा में जोड़ने एवं उन्हें जागरूक	[436, 215, 508, 222]
power-headline: लगातार चौथे महीने महंगी हुई बिजली, उपभोक्ताओं को झटका	[178, 632, 413, 674]
smartcity-inspection-photo	[371, 1114, 699, 1272]
industry-minister-photo	[312, 342, 442, 442]
